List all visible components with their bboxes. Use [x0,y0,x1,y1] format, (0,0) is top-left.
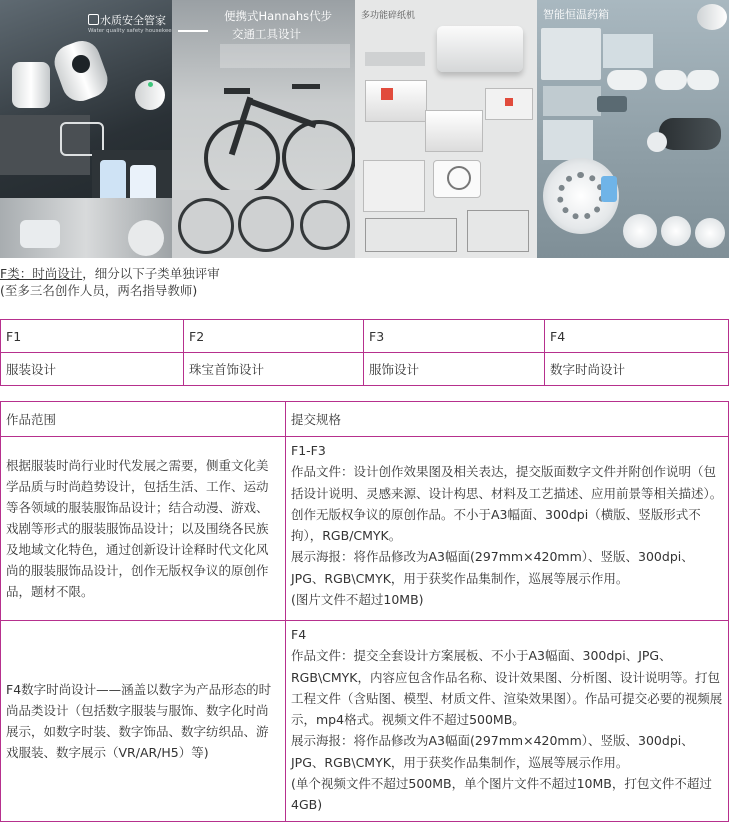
spec-cell [286,437,729,621]
spec-title: F4 [291,627,307,642]
panel2-title-line1: 便携式Hannahs代步 [224,9,333,23]
panel2-title-line2: 交通工具设计 [232,27,301,41]
scope-cell: F4数字时尚设计——涵盖以数字为产品形态的时尚品类设计（包括数字服装与服饰、数字化时尚展示，如数字时装、数字饰品、数字纺织品、游戏服装、数字展示（VR/AR/H5）等) [1,621,286,822]
panel1-subtitle: Water quality safety housekee [88,28,172,34]
subcategory-code: F3 [364,320,545,353]
spec-paragraph: 展示海报：将作品修改为A3幅面(297mm×420mm）、竖版、300dpi、JPG、RGB\CMYK，用于获奖作品集制作，巡展等展示作用。 [291,733,694,770]
spec-paragraph: 展示海报：将作品修改为A3幅面(297mm×420mm）、竖版、300dpi、JPG、RGB\CMYK，用于获奖作品集制作，巡展等展示作用。 [291,549,694,586]
bike-small-icon [178,14,208,32]
category-description: ，细分以下子类单独评审 [82,266,220,281]
table-row [1,320,729,353]
scope-cell: 根据服装时尚行业时代发展之需要，侧重文化美学品质与时尚趋势设计，包括生活、工作、运动等各领域的服装服饰品设计；结合动漫、游戏、戏剧等形式的服装服饰品设计；以及围绕各民族及地域文化特色，通过创新设计诠释时代文化风尚的服装服饰品设计，创作无版权争议的原创作品，题材不限。 [1,437,286,621]
spec-title: F1-F3 [291,443,326,458]
sample-image-medicine-box [537,0,729,258]
category-note: (至多三名创作人员，两名指导教师) [0,283,198,298]
spec-paragraph: 作品文件：提交全套设计方案展板、不小于A3幅面、300dpi、JPG、RGB\CMYK，内容应包含作品名称、设计效果图、分析图、设计说明等。打包工程文件（含贴图、模型、材质文件、渲染效果图）。作品可提交必要的视频展示，mp4格式。视频文件不超过500MB。 [291,648,723,728]
logo-icon [88,14,99,25]
details-table [0,401,729,822]
spec-paragraph: (单个视频文件不超过500MB，单个图片文件不超过10MB，打包文件不超过4GB) [291,776,712,813]
panel4-title: 智能恒温药箱 [543,8,609,21]
subcategory-name: 珠宝首饰设计 [184,353,364,386]
sample-image-water-device [0,0,172,258]
spec-paragraph: (图片文件不超过10MB) [291,592,424,608]
subcategory-code: F2 [184,320,364,353]
banner-collage [0,0,729,258]
subcategory-name: 服饰设计 [364,353,545,386]
header-scope: 作品范围 [1,402,286,437]
sample-image-bicycle [172,0,355,258]
table-row [1,621,729,822]
subcategory-code: F4 [545,320,729,353]
spec-cell [286,621,729,822]
table-header-row [1,402,729,437]
subcategory-code: F1 [1,320,184,353]
subcategory-name: 数字时尚设计 [545,353,729,386]
panel1-title: 水质安全管家 [100,14,166,27]
header-spec: 提交规格 [286,402,729,437]
subcategory-name: 服装设计 [1,353,184,386]
category-intro [0,265,729,299]
sample-image-shredder [355,0,537,258]
panel3-title: 多功能碎纸机 [361,11,416,21]
table-row [1,353,729,386]
spec-paragraph: 作品文件：设计创作效果图及相关表达，提交版面数字文件并附创作说明（包括设计说明、灵感来源、设计构思、材料及工艺描述、应用前景等相关描述）。创作无版权争议的原创作品。不小于A3幅面、300dpi（横版、竖版形式不拘），RGB/CMYK。 [291,464,723,544]
table-row [1,437,729,621]
category-heading [0,265,729,282]
category-label: F类：时尚设计 [0,266,83,281]
subcategory-table [0,319,729,386]
